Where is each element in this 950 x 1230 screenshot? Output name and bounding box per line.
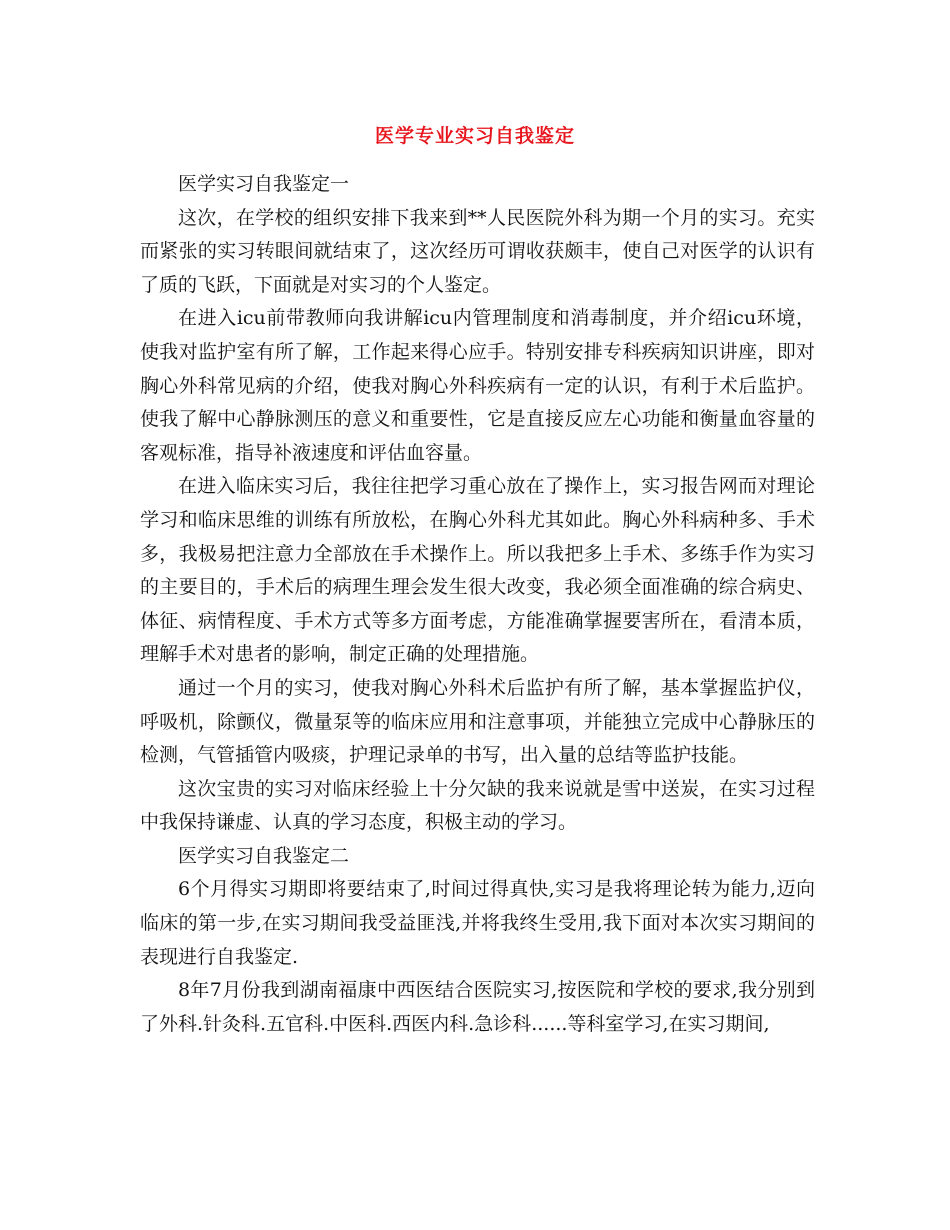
paragraph: 这次宝贵的实习对临床经验上十分欠缺的我来说就是雪中送炭，在实习过程中我保持谦虚、认真的学习态度，积极主动的学习。 [140,777,815,834]
section-heading-1: 医学实习自我鉴定一 [178,173,350,195]
paragraph: 在进入icu前带教师向我讲解icu内管理制度和消毒制度，并介绍icu环境，使我对监护室有所了解，工作起来得心应手。特别安排专科疾病知识讲座，即对胸心外科常见病的介绍，使我对胸心外科疾病有一定的认识，有利于术后监护。使我了解中心静脉测压的意义和重要性，它是直接反应左心功能和衡量血容量的客观标准，指导补液速度和评估血容量。 [140,307,815,464]
paragraph: 6个月得实习期即将要结束了,时间过得真快,实习是我将理论转为能力,迈向临床的第一步,在实习期间我受益匪浅,并将我终生受用,我下面对本次实习期间的表现进行自我鉴定. [140,878,815,968]
section-heading-2: 医学实习自我鉴定二 [178,844,350,867]
document-title: 医学专业实习自我鉴定 [374,125,575,147]
paragraph: 8年7月份我到湖南福康中西医结合医院实习,按医院和学校的要求,我分别到了外科.针灸科.五官科.中医科.西医内科.急诊科......等科室学习,在实习期间, [140,979,815,1035]
paragraph: 这次，在学校的组织安排下我来到**人民医院外科为期一个月的实习。充实而紧张的实习转眼间就结束了，这次经历可谓收获颇丰，使自己对医学的认识有了质的飞跃，下面就是对实习的个人鉴定。 [140,206,815,296]
paragraph: 通过一个月的实习，使我对胸心外科术后监护有所了解，基本掌握监护仪，呼吸机，除颤仪，微量泵等的临床应用和注意事项，并能独立完成中心静脉压的检测，气管插管内吸痰，护理记录单的书写，出入量的总结等监护技能。 [140,676,815,767]
document-body [140,168,815,1041]
paragraph: 在进入临床实习后，我往往把学习重心放在了操作上，实习报告网而对理论学习和临床思维的训练有所放松，在胸心外科尤其如此。胸心外科病种多、手术多，我极易把注意力全部放在手术操作上。所以我把多上手术、多练手作为实习的主要目的，手术后的病理生理会发生很大改变，我必须全面准确的综合病史、体征、病情程度、手术方式等多方面考虑，方能准确掌握要害所在，看清本质，理解手术对患者的影响，制定正确的处理措施。 [140,475,815,666]
